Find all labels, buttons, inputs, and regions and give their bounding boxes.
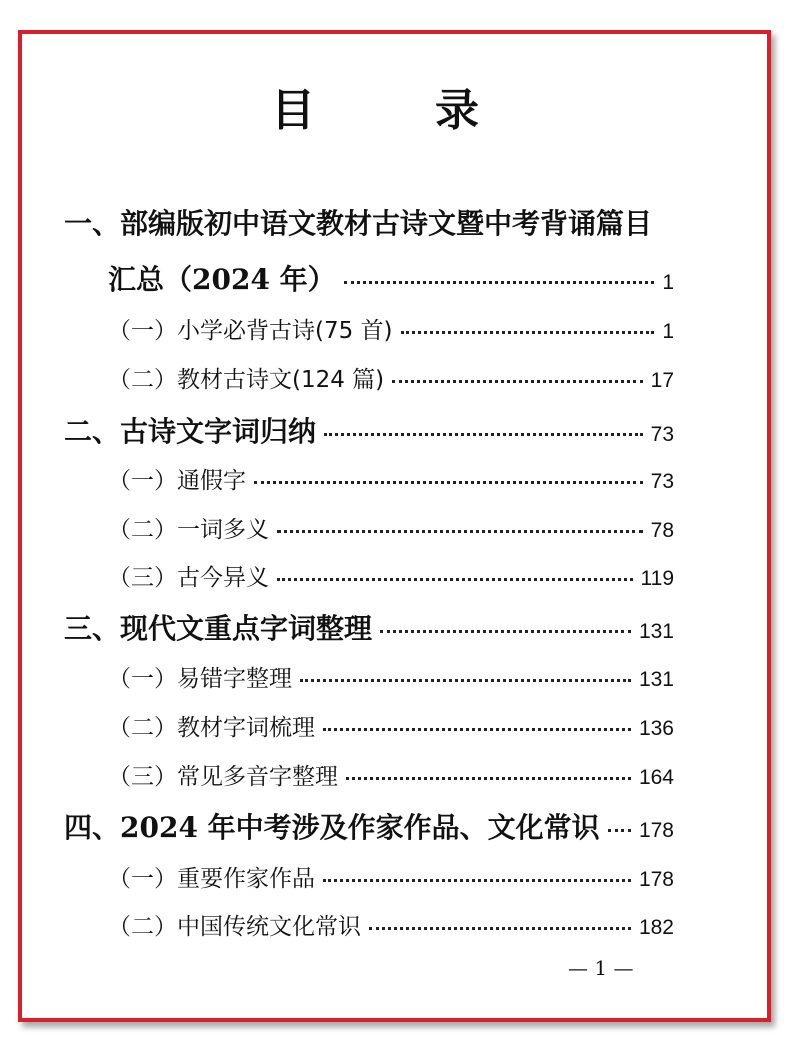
leader-dots <box>323 728 631 731</box>
toc-entry-label: （一）小学必背古诗(75 首) <box>108 318 393 344</box>
toc-entry-label: （二）一词多义 <box>108 517 269 543</box>
toc-entry[interactable] <box>108 511 674 544</box>
toc-entry[interactable] <box>108 709 674 742</box>
leader-dots <box>608 829 631 832</box>
toc-entry[interactable] <box>108 258 674 298</box>
toc-entry[interactable] <box>64 410 674 450</box>
toc-page-number: 136 <box>638 717 674 740</box>
toc-page-number: 178 <box>638 819 674 842</box>
toc-entry-label: （三）古今异义 <box>108 565 269 591</box>
leader-dots <box>392 380 642 383</box>
leader-dots <box>346 777 631 780</box>
toc-page-number: 1 <box>662 271 674 294</box>
toc-entry[interactable] <box>108 660 674 693</box>
toc-page-number: 17 <box>650 369 674 392</box>
toc-entry[interactable] <box>64 607 674 647</box>
toc-entry[interactable] <box>108 361 674 394</box>
leader-dots <box>380 630 631 633</box>
toc-page-number: 131 <box>638 620 674 643</box>
toc-entry[interactable] <box>108 462 674 495</box>
toc-entry-label: 三、现代文重点字词整理 <box>64 612 373 645</box>
toc-page-number: 182 <box>638 916 674 939</box>
leader-dots <box>254 481 643 484</box>
leader-dots <box>277 530 643 533</box>
toc-page-number: 1 <box>662 320 674 343</box>
toc-entry[interactable] <box>108 559 674 592</box>
toc-entry[interactable] <box>64 806 674 846</box>
leader-dots <box>344 281 655 284</box>
leader-dots <box>323 879 631 882</box>
toc-page-number: 164 <box>638 766 674 789</box>
leader-dots <box>324 433 643 436</box>
toc-entry-label: （三）常见多音字整理 <box>108 764 338 790</box>
toc-entry-label: （二）中国传统文化常识 <box>108 914 361 940</box>
toc-entry[interactable] <box>108 758 674 791</box>
toc-page-number: 73 <box>650 423 674 446</box>
leader-dots <box>277 578 633 581</box>
toc-page-number: 78 <box>650 519 674 542</box>
leader-dots <box>300 679 631 682</box>
page-title: 目 录 <box>271 85 517 136</box>
toc-entry-label: （一）通假字 <box>108 468 246 494</box>
toc-entry-label: （一）重要作家作品 <box>108 866 315 892</box>
toc-entry-label: 汇总（2024 年） <box>108 263 336 296</box>
toc-entry[interactable] <box>108 312 674 345</box>
toc-entry-label: （二）教材字词梳理 <box>108 715 315 741</box>
leader-dots <box>369 927 631 930</box>
leader-dots <box>401 331 655 334</box>
toc-page-number: 73 <box>650 470 674 493</box>
toc-entry-label: 二、古诗文字词归纳 <box>64 415 317 448</box>
toc-entry[interactable] <box>108 908 674 941</box>
toc-entry-label: 四、2024 年中考涉及作家作品、文化常识 <box>64 811 600 844</box>
toc-entry-label: 一、部编版初中语文教材古诗文暨中考背诵篇目 <box>64 207 653 240</box>
toc-entry[interactable] <box>108 860 674 893</box>
toc-page-number: 131 <box>638 668 674 691</box>
page-number-footer: — 1 — <box>568 956 634 980</box>
toc-entry-label: （二）教材古诗文(124 篇) <box>108 367 385 393</box>
toc-page-number: 119 <box>640 567 674 590</box>
toc-page-number: 178 <box>638 868 674 891</box>
toc-entry-label: （一）易错字整理 <box>108 666 292 692</box>
toc-entry-1-heading <box>64 202 684 242</box>
